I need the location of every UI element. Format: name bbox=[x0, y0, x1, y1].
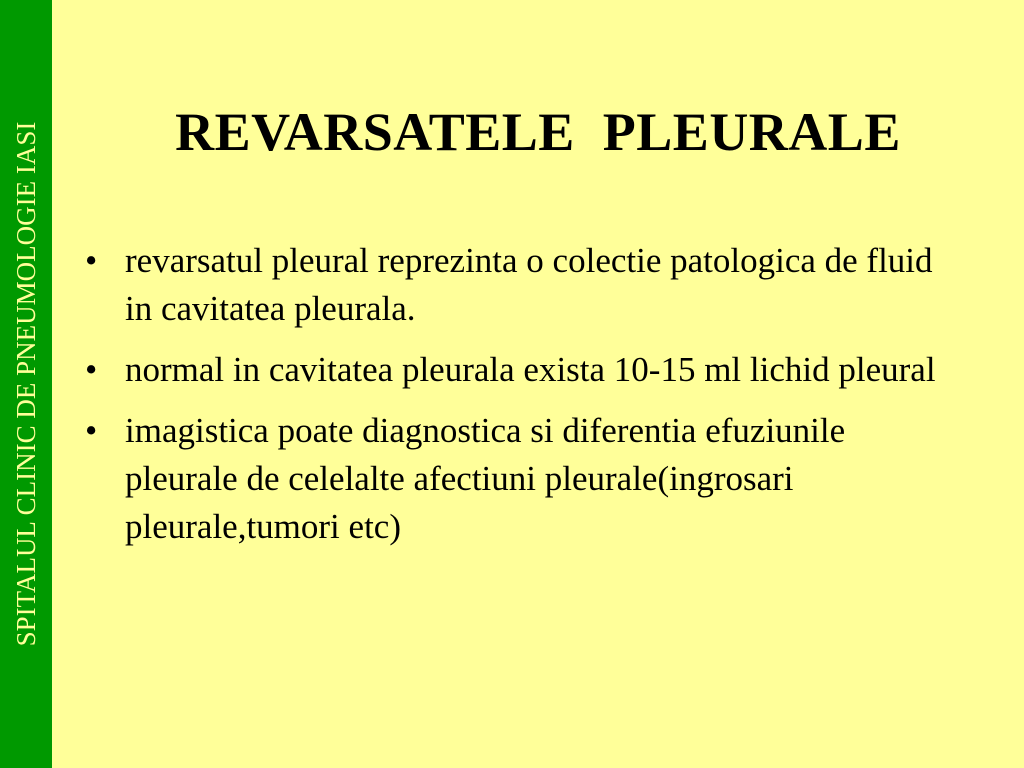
bullet-item bbox=[85, 237, 965, 333]
bullet-dot-icon: • bbox=[85, 350, 98, 389]
bullet-item bbox=[85, 407, 965, 551]
bullet-dot-icon: • bbox=[85, 411, 98, 450]
bullet-text: normal in cavitatea pleurala exista 10-15 ml lichid pleural bbox=[125, 350, 936, 389]
side-banner-text: SPITALUL CLINIC DE PNEUMOLOGIE IASI bbox=[11, 121, 41, 647]
bullet-text: revarsatul pleural reprezinta o colectie patologica de fluid in cavitatea pleurala. bbox=[125, 241, 933, 328]
slide-title: REVARSATELE PLEURALE bbox=[175, 102, 901, 162]
side-banner bbox=[0, 0, 52, 768]
bullet-dot-icon: • bbox=[85, 241, 98, 280]
bullet-item bbox=[85, 346, 965, 394]
bullet-text: imagistica poate diagnostica si diferentia efuziunile pleurale de celelalte afectiuni pleurale(ingrosari pleurale,tumori etc) bbox=[125, 411, 846, 546]
bullet-list bbox=[85, 237, 965, 564]
